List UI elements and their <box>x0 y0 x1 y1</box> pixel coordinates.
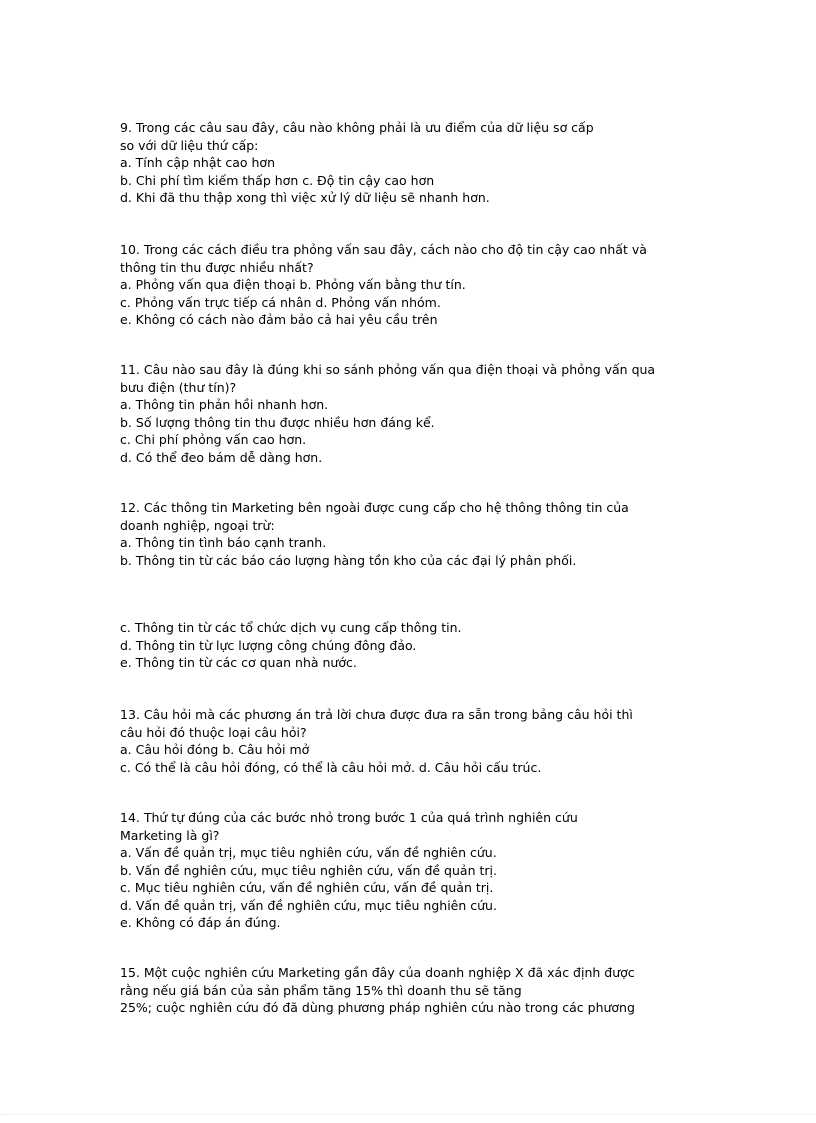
text-line: e. Không có cách nào đảm bảo cả hai yêu cầu trên <box>120 312 438 327</box>
question-11 <box>120 361 720 466</box>
text-line: bưu điện (thư tín)? <box>120 379 237 395</box>
text-line: b. Vấn đề nghiên cứu, mục tiêu nghiên cứu, vấn đề quản trị. <box>120 862 497 878</box>
text-line: b. Thông tin từ các báo cáo lượng hàng tồn kho của các đại lý phân phối. <box>120 552 577 568</box>
text-line: thông tin thu được nhiều nhất? <box>120 259 314 275</box>
text-line: 25%; cuộc nghiên cứu đó đã dùng phương pháp nghiên cứu nào trong các phương <box>120 1000 635 1015</box>
text-line: 14. Thứ tự đúng của các bước nhỏ trong bước 1 của quá trình nghiên cứu <box>120 810 578 825</box>
text-line: c. Phỏng vấn trực tiếp cá nhân d. Phỏng vấn nhóm. <box>120 294 441 310</box>
text-line: b. Số lượng thông tin thu được nhiều hơn đáng kể. <box>120 414 435 430</box>
text-line: doanh nghiệp, ngoại trừ: <box>120 517 275 533</box>
text-line: câu hỏi đó thuộc loại câu hỏi? <box>120 724 307 740</box>
text-line: b. Chi phí tìm kiếm thấp hơn c. Độ tin cậy cao hơn <box>120 172 435 188</box>
text-line: Marketing là gì? <box>120 827 220 843</box>
question-12 <box>120 499 720 569</box>
page-edge-divider <box>0 1114 816 1115</box>
text-line: d. Thông tin từ lực lượng công chúng đông đảo. <box>120 637 417 653</box>
text-line: c. Có thể là câu hỏi đóng, có thể là câu hỏi mở. d. Câu hỏi cấu trúc. <box>120 759 542 775</box>
text-line: 11. Câu nào sau đây là đúng khi so sánh phỏng vấn qua điện thoại và phỏng vấn qua <box>120 362 656 377</box>
text-line: c. Chi phí phỏng vấn cao hơn. <box>120 432 307 447</box>
text-line: c. Thông tin từ các tổ chức dịch vụ cung cấp thông tin. <box>120 620 462 635</box>
question-15 <box>120 964 720 1017</box>
text-line: 13. Câu hỏi mà các phương án trả lời chưa được đưa ra sẵn trong bảng câu hỏi thì <box>120 707 633 722</box>
text-line: a. Phỏng vấn qua điện thoại b. Phỏng vấn bằng thư tín. <box>120 277 466 292</box>
question-10 <box>120 241 720 329</box>
text-line: a. Tính cập nhật cao hơn <box>120 155 275 170</box>
text-line: e. Thông tin từ các cơ quan nhà nước. <box>120 655 357 670</box>
text-line: 10. Trong các cách điều tra phỏng vấn sau đây, cách nào cho độ tin cậy cao nhất và <box>120 242 647 257</box>
text-line: d. Vấn đề quản trị, vấn đề nghiên cứu, mục tiêu nghiên cứu. <box>120 897 497 913</box>
text-line: rằng nếu giá bán của sản phẩm tăng 15% thì doanh thu sẽ tăng <box>120 982 522 998</box>
text-line: a. Vấn đề quản trị, mục tiêu nghiên cứu, vấn đề nghiên cứu. <box>120 845 497 860</box>
text-line: a. Câu hỏi đóng b. Câu hỏi mở <box>120 742 310 757</box>
question-12-continued <box>120 619 720 672</box>
text-line: so với dữ liệu thứ cấp: <box>120 137 259 153</box>
text-line: d. Có thể đeo bám dễ dàng hơn. <box>120 449 323 465</box>
question-9 <box>120 119 720 207</box>
text-line: c. Mục tiêu nghiên cứu, vấn đề nghiên cứu, vấn đề quản trị. <box>120 880 494 895</box>
text-line: 15. Một cuộc nghiên cứu Marketing gần đây của doanh nghiệp X đã xác định được <box>120 965 635 980</box>
text-line: e. Không có đáp án đúng. <box>120 915 281 930</box>
text-line: 9. Trong các câu sau đây, câu nào không phải là ưu điểm của dữ liệu sơ cấp <box>120 120 594 135</box>
text-line: a. Thông tin tình báo cạnh tranh. <box>120 535 327 550</box>
text-line: 12. Các thông tin Marketing bên ngoài được cung cấp cho hệ thông thông tin của <box>120 500 629 515</box>
text-line: a. Thông tin phản hồi nhanh hơn. <box>120 397 329 412</box>
text-line: d. Khi đã thu thập xong thì việc xử lý dữ liệu sẽ nhanh hơn. <box>120 190 490 205</box>
question-14 <box>120 809 720 932</box>
question-13 <box>120 706 720 776</box>
